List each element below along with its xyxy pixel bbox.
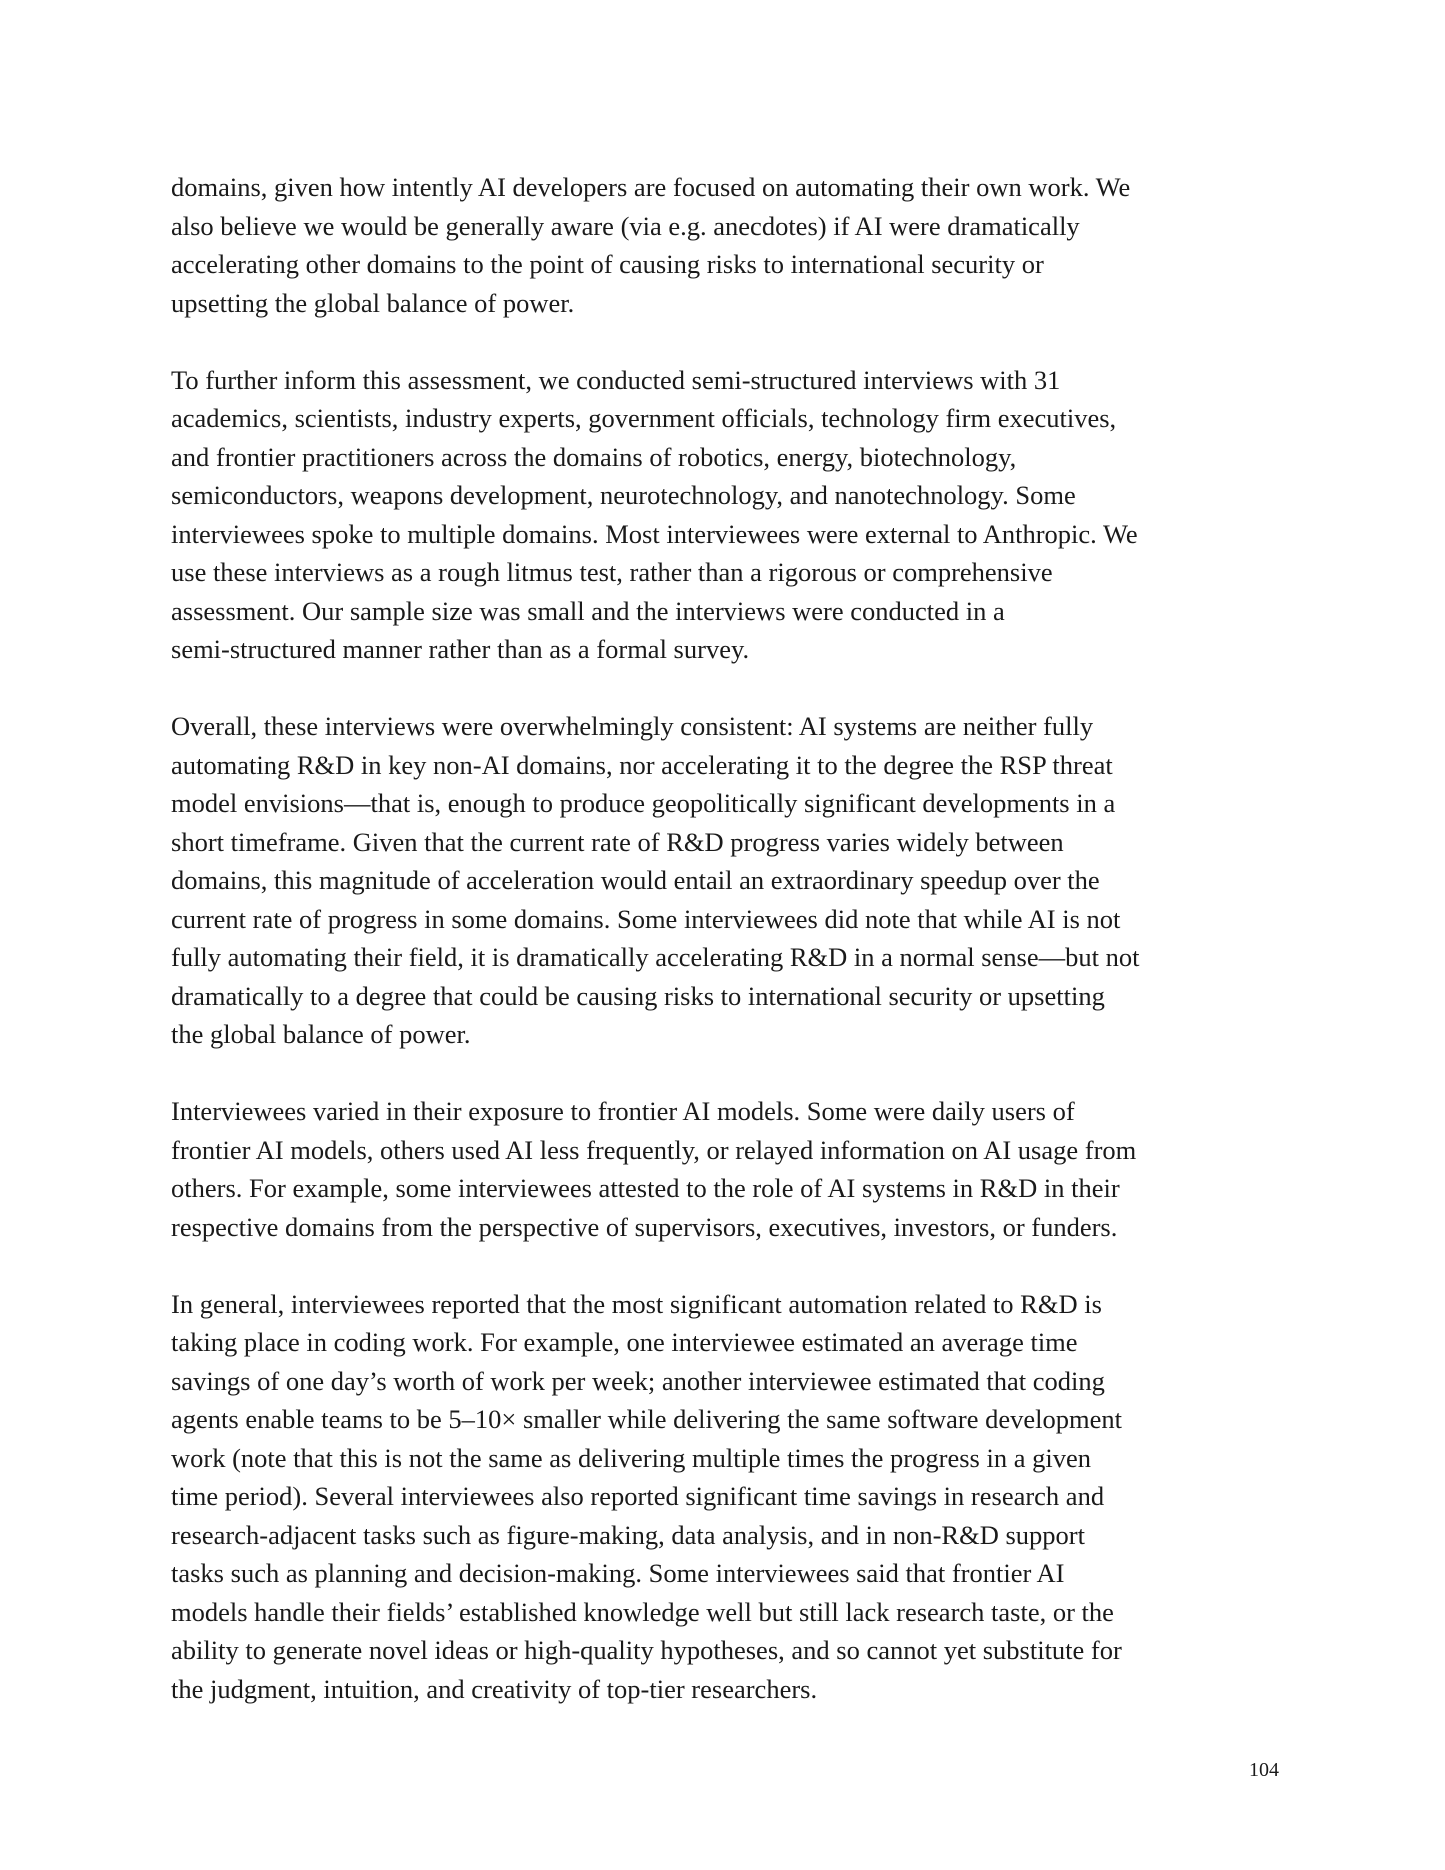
text-line: time period). Several interviewees also reported significant time savings in research and (171, 1481, 1105, 1511)
text-line: accelerating other domains to the point of causing risks to international security or (171, 249, 1044, 279)
page-number: 104 (1249, 1759, 1279, 1781)
text-line: semiconductors, weapons development, neurotechnology, and nanotechnology. Some (171, 480, 1076, 510)
text-line: academics, scientists, industry experts, government officials, technology firm executives, (171, 403, 1117, 433)
text-line: and frontier practitioners across the domains of robotics, energy, biotechnology, (171, 441, 1017, 472)
text-line: frontier AI models, others used AI less frequently, or relayed information on AI usage from (171, 1134, 1137, 1165)
text-line: short timeframe. Given that the current rate of R&D progress varies widely between (171, 826, 1064, 857)
text-line: also believe we would be generally aware (via e.g. anecdotes) if AI were dramatically (171, 210, 1080, 241)
text-line: use these interviews as a rough litmus test, rather than a rigorous or comprehensive (171, 557, 1053, 587)
paragraph (171, 361, 1281, 669)
text-line: current rate of progress in some domains. Some interviewees did note that while AI is not (171, 903, 1121, 934)
text-line: work (note that this is not the same as delivering multiple times the progress in a given (171, 1442, 1091, 1473)
text-line: semi-structured manner rather than as a formal survey. (171, 634, 750, 664)
text-line: domains, given how intently AI developers are focused on automating their own work. We (171, 172, 1131, 202)
page-body (171, 168, 1281, 1747)
text-line: model envisions—that is, enough to produce geopolitically significant developments in a (171, 788, 1116, 818)
text-line: assessment. Our sample size was small and the interviews were conducted in a (171, 595, 1005, 626)
text-line: In general, interviewees reported that the most significant automation related to R&D is (171, 1288, 1102, 1319)
text-line: research-adjacent tasks such as figure-making, data analysis, and in non-R&D support (171, 1519, 1085, 1550)
text-line: domains, this magnitude of acceleration would entail an extraordinary speedup over the (171, 865, 1100, 895)
text-line: agents enable teams to be 5–10× smaller while delivering the same software development (171, 1404, 1122, 1434)
text-line: ability to generate novel ideas or high-quality hypotheses, and so cannot yet substitute for (171, 1635, 1122, 1665)
paragraph (171, 168, 1281, 322)
paragraph (171, 1092, 1281, 1246)
text-line: dramatically to a degree that could be causing risks to international security or upsetting (171, 980, 1105, 1011)
text-line: Overall, these interviews were overwhelmingly consistent: AI systems are neither fully (171, 711, 1094, 741)
paragraph (171, 1285, 1281, 1709)
text-line: models handle their fields’ established knowledge well but still lack research taste, or the (171, 1596, 1114, 1627)
text-line: the judgment, intuition, and creativity of top-tier researchers. (171, 1673, 818, 1704)
text-line: upsetting the global balance of power. (171, 287, 575, 318)
text-line: others. For example, some interviewees attested to the role of AI systems in R&D in their (171, 1173, 1120, 1203)
text-line: the global balance of power. (171, 1019, 471, 1049)
text-line: interviewees spoke to multiple domains. Most interviewees were external to Anthropic. We (171, 518, 1138, 549)
text-line: respective domains from the perspective of supervisors, executives, investors, or funders. (171, 1211, 1118, 1242)
text-line: fully automating their field, it is dramatically accelerating R&D in a normal sense—but not (171, 942, 1140, 972)
text-line: savings of one day’s worth of work per week; another interviewee estimated that coding (171, 1365, 1105, 1396)
text-line: Interviewees varied in their exposure to frontier AI models. Some were daily users of (171, 1096, 1075, 1126)
text-line: taking place in coding work. For example, one interviewee estimated an average time (171, 1327, 1078, 1357)
text-line: To further inform this assessment, we conducted semi-structured interviews with 31 (171, 364, 1061, 395)
text-line: tasks such as planning and decision-making. Some interviewees said that frontier AI (171, 1558, 1065, 1588)
paragraph (171, 707, 1281, 1054)
text-line: automating R&D in key non-AI domains, nor accelerating it to the degree the RSP threat (171, 749, 1113, 780)
